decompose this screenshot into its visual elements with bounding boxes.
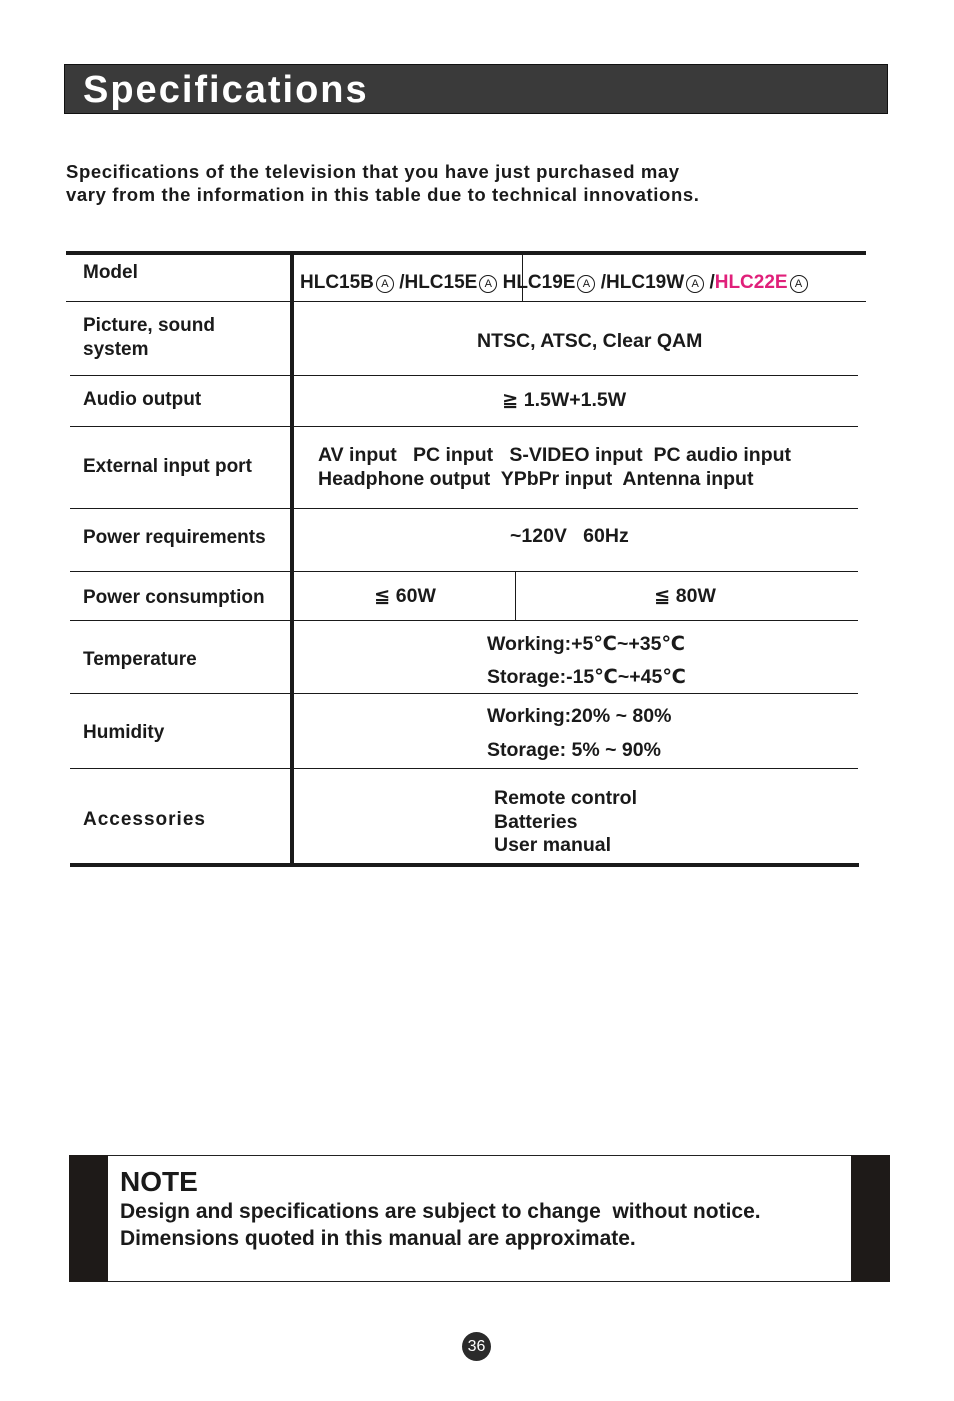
external-label: External input port [83, 456, 252, 477]
accessory-item: Remote control [494, 787, 638, 809]
picture-label-line-1: Picture, sound [83, 315, 215, 336]
table-rule [70, 571, 858, 572]
humidity-label: Humidity [83, 722, 165, 743]
accessory-item: Batteries [494, 811, 578, 833]
external-line-1: AV input PC input S-VIDEO input PC audio input [318, 444, 792, 466]
a-mark-icon: A [479, 275, 497, 293]
model-hlc19e: HLC19E [502, 272, 576, 293]
table-top-rule [66, 251, 866, 255]
model-label: Model [83, 262, 138, 283]
power-cons-value-1: ≦ 60W [374, 585, 436, 607]
table-rule [70, 620, 858, 621]
note-line-1: Design and specifications are subject to change without notice. [120, 1200, 761, 1223]
temperature-storage: Storage:-15℃~+45℃ [487, 666, 686, 688]
a-mark-icon: A [686, 275, 704, 293]
audio-label: Audio output [83, 389, 202, 410]
table-bottom-rule [70, 863, 859, 867]
table-rule [66, 301, 866, 302]
a-mark-icon: A [577, 275, 595, 293]
audio-value: ≧ 1.5W+1.5W [502, 389, 627, 411]
column-divider [290, 255, 294, 865]
model-values [300, 271, 808, 295]
picture-label-line-2: system [83, 339, 149, 360]
accessories-label: Accessories [83, 809, 206, 830]
picture-value: NTSC, ATSC, Clear QAM [477, 330, 703, 352]
table-rule [70, 426, 858, 427]
temperature-label: Temperature [83, 649, 197, 670]
power-cons-value-2: ≦ 80W [654, 585, 716, 607]
power-req-value: ~120V 60Hz [510, 525, 629, 547]
a-mark-icon: A [376, 275, 394, 293]
model-hlc15e: /HLC15E [399, 272, 478, 293]
power-cons-label: Power consumption [83, 587, 265, 608]
table-rule [70, 693, 858, 694]
note-line-2: Dimensions quoted in this manual are approximate. [120, 1227, 636, 1250]
model-hlc19w: /HLC19W [600, 272, 685, 293]
a-mark-icon: A [790, 275, 808, 293]
accessory-item: User manual [494, 834, 612, 856]
external-line-2: Headphone output YPbPr input Antenna input [318, 468, 754, 490]
intro-line-1: Specifications of the television that you have just purchased may [66, 161, 680, 182]
model-separator: / [709, 272, 715, 293]
model-hlc22e: HLC22E [714, 272, 788, 293]
humidity-storage: Storage: 5% ~ 90% [487, 739, 661, 761]
humidity-working: Working:20% ~ 80% [487, 705, 672, 727]
temperature-working: Working:+5℃~+35℃ [487, 633, 686, 655]
model-hlc15b: HLC15B [300, 272, 374, 293]
table-rule [70, 508, 858, 509]
table-rule [70, 375, 858, 376]
note-left-bar [69, 1155, 108, 1282]
page-title: Specifications [83, 69, 369, 111]
page-number: 36 [462, 1332, 491, 1361]
note-title: NOTE [120, 1166, 198, 1197]
intro-line-2: vary from the information in this table due to technical innovations. [66, 184, 700, 205]
power-divider [515, 571, 516, 620]
power-req-label: Power requirements [83, 527, 266, 548]
table-rule [70, 768, 858, 769]
note-right-bar [851, 1155, 890, 1282]
